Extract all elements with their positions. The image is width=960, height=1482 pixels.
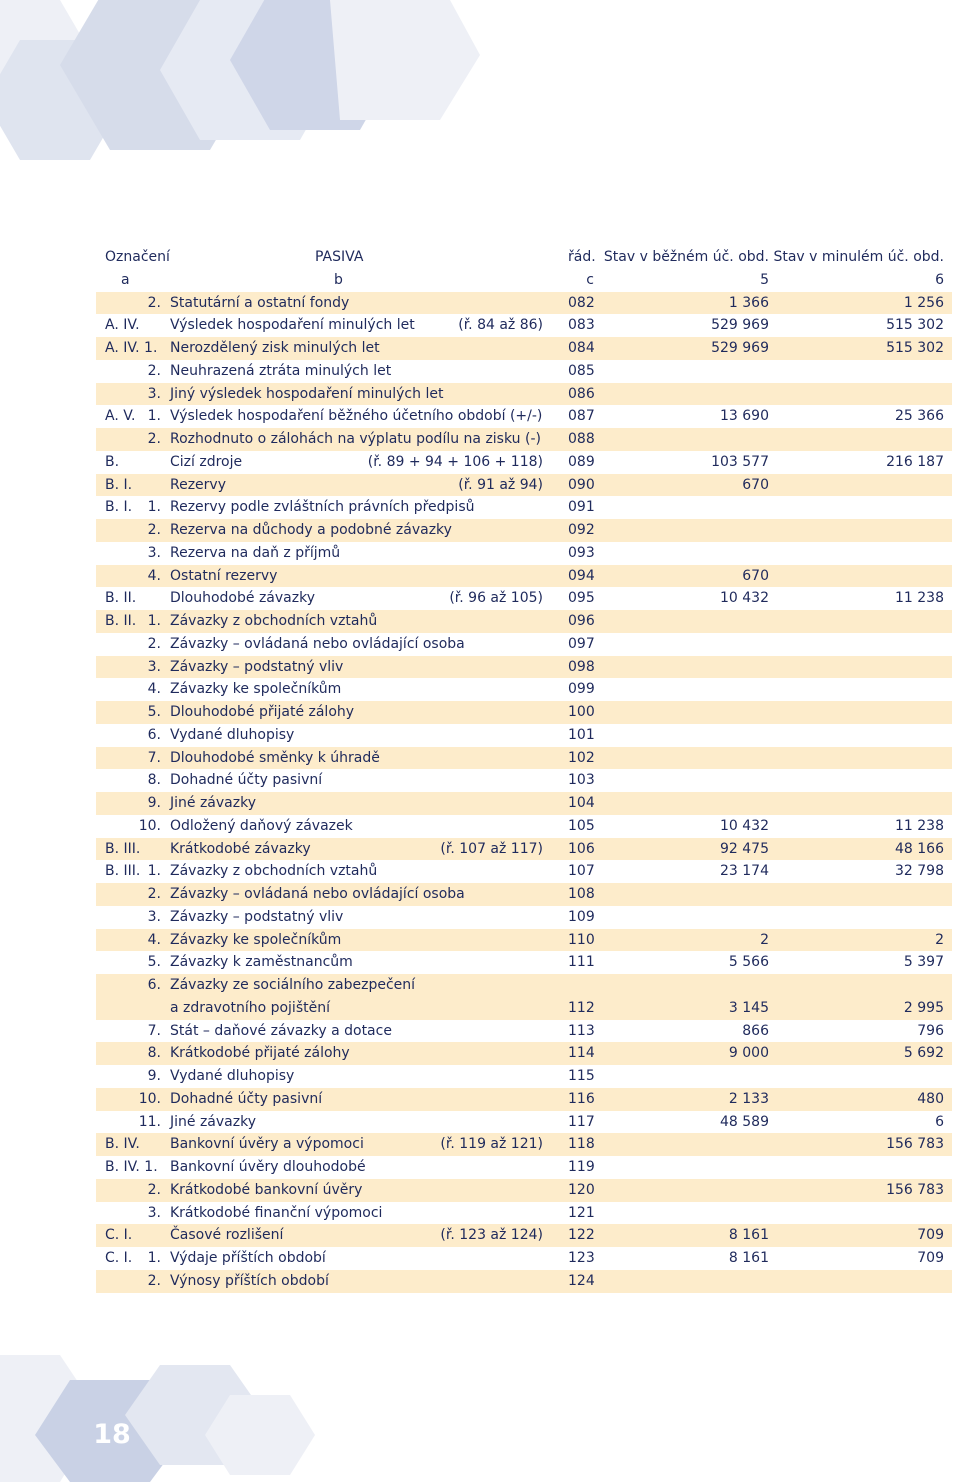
row-label: Závazky z obchodních vztahů (170, 863, 378, 880)
row-line-number: 104 (568, 795, 595, 811)
row-label: Výnosy příštích období (170, 1272, 329, 1289)
table-row (96, 1133, 952, 1156)
row-item-number: 1. (147, 1250, 161, 1266)
row-formula: (ř. 119 až 121) (440, 1136, 543, 1153)
row-current-value: 23 174 (720, 863, 769, 880)
row-item-number: 3. (147, 1204, 161, 1221)
row-current-value: 103 577 (711, 453, 769, 470)
table-row (96, 656, 952, 679)
row-label: Závazky – ovládaná nebo ovládající osoba (170, 886, 465, 902)
header-previous-period: Stav v minulém úč. obd. (773, 249, 944, 265)
row-label: Dohadné účty pasivní (170, 772, 323, 789)
row-line-number: 124 (568, 1272, 595, 1289)
table-row (96, 838, 952, 861)
hexagon-decoration-bottom (0, 1355, 960, 1482)
row-line-number: 099 (568, 681, 595, 698)
row-current-value: 13 690 (720, 408, 769, 425)
table-row (96, 451, 952, 474)
row-current-value: 529 969 (711, 317, 769, 334)
row-line-number: 112 (568, 999, 595, 1016)
row-line-number: 098 (568, 658, 595, 675)
row-formula: (ř. 84 až 86) (458, 317, 543, 334)
row-current-value: 8 161 (728, 1227, 769, 1244)
row-label: Rozhodnuto o zálohách na výplatu podílu na zisku (-) (170, 431, 541, 447)
header-row-number: řád. (568, 249, 596, 265)
table-row (96, 951, 952, 974)
row-line-number: 094 (568, 567, 595, 584)
row-line-number: 096 (568, 613, 595, 629)
table-row (96, 405, 952, 428)
row-item-number: 2. (147, 635, 161, 652)
row-previous-value: 32 798 (895, 863, 944, 880)
row-previous-value: 5 692 (903, 1045, 944, 1062)
table-row (96, 474, 952, 497)
table-row (96, 724, 952, 747)
row-line-number: 084 (568, 340, 595, 356)
row-label: Dohadné účty pasivní (170, 1090, 323, 1107)
row-line-number: 109 (568, 908, 595, 925)
row-previous-value: 515 302 (886, 340, 944, 356)
row-label: Rezerva na důchody a podobné závazky (170, 522, 452, 538)
row-label: Rezervy podle zvláštních právních předpisů (170, 499, 475, 516)
row-current-value: 670 (742, 476, 769, 493)
row-designation: B. IV. 1. (105, 1159, 158, 1175)
row-line-number: 122 (568, 1227, 595, 1244)
table-row (96, 678, 952, 701)
row-item-number: 5. (147, 954, 161, 971)
row-line-number: 090 (568, 476, 595, 493)
row-label: Odložený daňový závazek (170, 817, 353, 834)
table-row (96, 1065, 952, 1088)
row-line-number: 097 (568, 635, 595, 652)
row-label: Závazky – podstatný vliv (170, 908, 344, 925)
hexagon-decoration-top (0, 0, 960, 200)
row-item-number: 3. (147, 544, 161, 561)
row-line-number: 082 (568, 294, 595, 311)
table-row (96, 974, 952, 1020)
subheader-b: b (334, 271, 343, 288)
row-label: Závazky z obchodních vztahů (170, 613, 378, 629)
row-line-number: 085 (568, 362, 595, 379)
subheader-6: 6 (935, 271, 944, 288)
row-line-number: 089 (568, 453, 595, 470)
row-designation: B. II. (105, 590, 137, 607)
row-line-number: 088 (568, 431, 595, 447)
row-label: Jiné závazky (170, 1113, 256, 1130)
row-line-number: 113 (568, 1022, 595, 1039)
row-previous-value: 216 187 (886, 453, 944, 470)
row-label: Vydané dluhopisy (170, 726, 295, 743)
row-current-value: 10 432 (720, 817, 769, 834)
row-item-number: 7. (147, 1022, 161, 1039)
row-label: Krátkodobé finanční výpomoci (170, 1204, 383, 1221)
row-line-number: 116 (568, 1090, 595, 1107)
row-label: Neuhrazená ztráta minulých let (170, 362, 392, 379)
row-item-number: 1. (147, 863, 161, 880)
row-formula: (ř. 96 až 105) (449, 590, 543, 607)
row-previous-value: 156 783 (886, 1181, 944, 1198)
table-row (96, 337, 952, 360)
row-line-number: 105 (568, 817, 595, 834)
row-item-number: 6. (147, 977, 161, 993)
table-row (96, 1156, 952, 1179)
row-current-value: 670 (742, 567, 769, 584)
row-item-number: 1. (147, 499, 161, 516)
header-liabilities: PASIVA (315, 249, 364, 265)
row-item-number: 1. (147, 613, 161, 629)
row-line-number: 091 (568, 499, 595, 516)
row-label: Výdaje příštích období (170, 1250, 326, 1266)
row-designation: C. I. (105, 1227, 133, 1244)
table-row (96, 633, 952, 656)
row-line-number: 100 (568, 704, 595, 720)
row-previous-value: 2 (935, 931, 944, 948)
row-label: Stát – daňové závazky a dotace (170, 1022, 392, 1039)
table-row (96, 701, 952, 724)
row-formula: (ř. 107 až 117) (440, 840, 543, 857)
row-previous-value: 480 (917, 1090, 944, 1107)
table-row (96, 1042, 952, 1065)
row-item-number: 6. (147, 726, 161, 743)
row-current-value: 1 366 (728, 294, 769, 311)
row-item-number: 2. (147, 294, 161, 311)
table-subheader (96, 269, 952, 292)
row-designation: B. I. (105, 499, 133, 516)
row-line-number: 120 (568, 1181, 595, 1198)
table-row (96, 883, 952, 906)
table-row (96, 314, 952, 337)
table-row (96, 565, 952, 588)
row-item-number: 10. (138, 817, 161, 834)
row-item-number: 8. (147, 772, 161, 789)
row-line-number: 114 (568, 1045, 595, 1062)
row-current-value: 2 (760, 931, 769, 948)
row-previous-value: 25 366 (895, 408, 944, 425)
row-designation: A. IV. 1. (105, 340, 158, 356)
row-formula: (ř. 89 + 94 + 106 + 118) (367, 453, 543, 470)
row-item-number: 7. (147, 749, 161, 766)
table-body (96, 292, 952, 1293)
row-label: Rezervy (170, 476, 226, 493)
table-row (96, 610, 952, 633)
row-designation: B. III. (105, 863, 141, 880)
row-previous-value: 11 238 (895, 590, 944, 607)
table-row (96, 587, 952, 610)
liabilities-table (96, 246, 952, 1293)
row-label: Krátkodobé přijaté zálohy (170, 1045, 350, 1062)
row-designation: B. (105, 453, 120, 470)
row-label: Dlouhodobé přijaté zálohy (170, 704, 355, 720)
row-line-number: 123 (568, 1250, 595, 1266)
table-row (96, 428, 952, 451)
row-item-number: 2. (147, 431, 161, 447)
row-current-value: 866 (742, 1022, 769, 1039)
row-line-number: 102 (568, 749, 595, 766)
row-item-number: 3. (147, 908, 161, 925)
row-current-value: 2 133 (728, 1090, 769, 1107)
row-label: Závazky ke společníkům (170, 681, 342, 698)
row-label: Cizí zdroje (170, 453, 243, 470)
row-item-number: 3. (147, 385, 161, 402)
table-row (96, 383, 952, 406)
row-label: Bankovní úvěry a výpomoci (170, 1136, 364, 1153)
row-line-number: 115 (568, 1068, 595, 1084)
row-line-number: 101 (568, 726, 595, 743)
row-line-number: 108 (568, 886, 595, 902)
subheader-5: 5 (760, 271, 769, 288)
row-previous-value: 48 166 (895, 840, 944, 857)
row-current-value: 8 161 (728, 1250, 769, 1266)
row-item-number: 4. (147, 567, 161, 584)
row-previous-value: 5 397 (903, 954, 944, 971)
row-item-number: 8. (147, 1045, 161, 1062)
row-label: Závazky – ovládaná nebo ovládající osoba (170, 635, 465, 652)
row-line-number: 107 (568, 863, 595, 880)
table-header (96, 246, 952, 269)
row-label: Krátkodobé bankovní úvěry (170, 1181, 363, 1198)
table-row (96, 1202, 952, 1225)
row-item-number: 10. (138, 1090, 161, 1107)
row-line-number: 117 (568, 1113, 595, 1130)
row-label-line2: a zdravotního pojištění (170, 999, 330, 1016)
row-designation: B. III. (105, 840, 141, 857)
row-line-number: 106 (568, 840, 595, 857)
table-row (96, 292, 952, 315)
row-current-value: 3 145 (728, 999, 769, 1016)
row-item-number: 11. (138, 1113, 161, 1130)
row-previous-value: 709 (917, 1227, 944, 1244)
row-line-number: 119 (568, 1159, 595, 1175)
table-row (96, 1224, 952, 1247)
row-label: Ostatní rezervy (170, 567, 278, 584)
table-row (96, 815, 952, 838)
row-designation: B. II. (105, 613, 137, 629)
table-row (96, 747, 952, 770)
row-label: Časové rozlišení (170, 1227, 284, 1244)
subheader-c: c (586, 271, 594, 288)
row-item-number: 5. (147, 704, 161, 720)
row-label: Závazky ze sociálního zabezpečení (170, 977, 416, 993)
table-row (96, 1179, 952, 1202)
row-previous-value: 1 256 (903, 294, 944, 311)
row-previous-value: 156 783 (886, 1136, 944, 1153)
row-line-number: 087 (568, 408, 595, 425)
row-designation: B. IV. (105, 1136, 140, 1153)
row-previous-value: 796 (917, 1022, 944, 1039)
row-item-number: 4. (147, 681, 161, 698)
row-line-number: 111 (568, 954, 595, 971)
row-line-number: 093 (568, 544, 595, 561)
row-previous-value: 2 995 (903, 999, 944, 1016)
header-current-period: Stav v běžném úč. obd. (603, 249, 769, 265)
row-designation: B. I. (105, 476, 133, 493)
row-item-number: 2. (147, 522, 161, 538)
row-item-number: 2. (147, 362, 161, 379)
row-line-number: 095 (568, 590, 595, 607)
row-current-value: 5 566 (728, 954, 769, 971)
row-line-number: 086 (568, 385, 595, 402)
row-line-number: 121 (568, 1204, 595, 1221)
row-item-number: 2. (147, 886, 161, 902)
row-label: Výsledek hospodaření běžného účetního období (+/-) (170, 408, 543, 425)
table-row (96, 1247, 952, 1270)
table-row (96, 906, 952, 929)
row-line-number: 083 (568, 317, 595, 334)
table-row (96, 1270, 952, 1293)
row-current-value: 48 589 (720, 1113, 769, 1130)
row-current-value: 529 969 (711, 340, 769, 356)
row-formula: (ř. 91 až 94) (458, 476, 543, 493)
table-row (96, 860, 952, 883)
row-designation: A. IV. (105, 317, 140, 334)
row-item-number: 4. (147, 931, 161, 948)
row-previous-value: 11 238 (895, 817, 944, 834)
row-line-number: 092 (568, 522, 595, 538)
row-item-number: 2. (147, 1181, 161, 1198)
table-row (96, 769, 952, 792)
row-label: Závazky ke společníkům (170, 931, 342, 948)
row-label: Závazky – podstatný vliv (170, 658, 344, 675)
table-row (96, 542, 952, 565)
row-label: Jiný výsledek hospodaření minulých let (170, 385, 444, 402)
page-number: 18 (93, 1419, 131, 1450)
table-row (96, 929, 952, 952)
row-label: Dlouhodobé závazky (170, 590, 315, 607)
row-label: Vydané dluhopisy (170, 1068, 295, 1084)
header-designation: Označení (105, 249, 170, 265)
row-item-number: 9. (147, 795, 161, 811)
row-label: Nerozdělený zisk minulých let (170, 340, 380, 356)
table-row (96, 792, 952, 815)
table-row (96, 519, 952, 542)
row-current-value: 92 475 (720, 840, 769, 857)
row-label: Rezerva na daň z příjmů (170, 544, 341, 561)
row-label: Jiné závazky (170, 795, 256, 811)
table-row (96, 1020, 952, 1043)
row-line-number: 103 (568, 772, 595, 789)
row-previous-value: 515 302 (886, 317, 944, 334)
row-item-number: 9. (147, 1068, 161, 1084)
row-item-number: 1. (147, 408, 161, 425)
table-row (96, 496, 952, 519)
table-row (96, 1111, 952, 1134)
row-label: Statutární a ostatní fondy (170, 294, 350, 311)
row-line-number: 110 (568, 931, 595, 948)
row-designation: C. I. (105, 1250, 133, 1266)
row-formula: (ř. 123 až 124) (440, 1227, 543, 1244)
row-item-number: 2. (147, 1272, 161, 1289)
row-line-number: 118 (568, 1136, 595, 1153)
row-current-value: 9 000 (728, 1045, 769, 1062)
table-row (96, 360, 952, 383)
row-previous-value: 709 (917, 1250, 944, 1266)
row-previous-value: 6 (935, 1113, 944, 1130)
subheader-a: a (121, 271, 130, 288)
row-label: Závazky k zaměstnancům (170, 954, 353, 971)
row-item-number: 3. (147, 658, 161, 675)
row-label: Dlouhodobé směnky k úhradě (170, 749, 380, 766)
row-designation: A. V. (105, 408, 136, 425)
row-label: Výsledek hospodaření minulých let (170, 317, 415, 334)
row-current-value: 10 432 (720, 590, 769, 607)
row-label: Bankovní úvěry dlouhodobé (170, 1159, 366, 1175)
row-label: Krátkodobé závazky (170, 840, 311, 857)
table-row (96, 1088, 952, 1111)
